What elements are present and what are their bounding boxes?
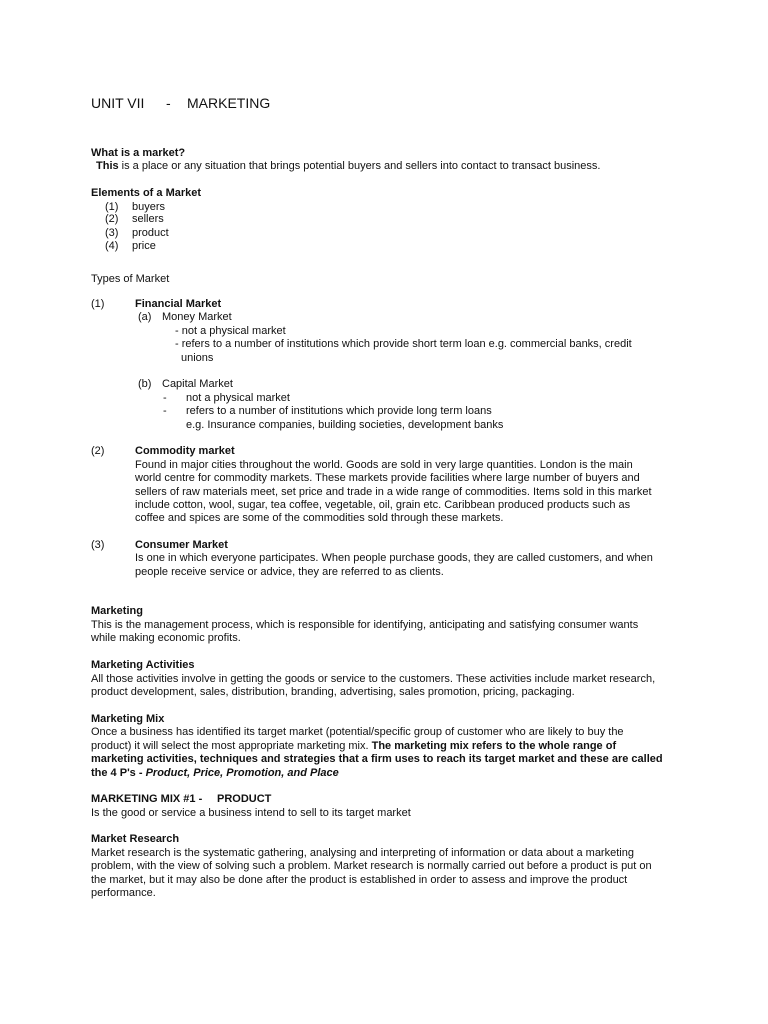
marketing-heading: Marketing [91, 605, 143, 617]
marketing-line: while making economic profits. [91, 632, 241, 644]
element-text: buyers [132, 201, 166, 213]
commodity-line: include cotton, wool, sugar, tea coffee, vegetable, oil, grain etc. Caribbean produced products such as [135, 499, 631, 511]
capital-point: not a physical market [186, 392, 290, 404]
research-line: Market research is the systematic gathering, analysing and interpreting of information or data about a marketing [91, 847, 634, 859]
element-num: (3) [105, 227, 119, 239]
money-name: Money Market [162, 311, 232, 323]
activities-line: product development, sales, distribution, branding, advertising, sales promotion, pricing, packaging. [91, 686, 575, 698]
element-num: (4) [105, 240, 119, 252]
commodity-heading: Commodity market [135, 445, 235, 457]
element-text: price [132, 240, 156, 252]
consumer-line: people receive service or advice, they are referred to as clients. [135, 566, 444, 578]
activities-heading: Marketing Activities [91, 659, 195, 671]
research-line: problem, with the view of solving such a problem. Market research is normally carried out before a product is put on [91, 860, 652, 872]
financial-heading: Financial Market [135, 298, 222, 310]
market-def-text [96, 160, 600, 173]
mix-line [91, 740, 616, 753]
element-num: (2) [105, 213, 119, 225]
mix-line: Once a business has identified its target market (potential/specific group of customer who are likely to buy the [91, 726, 624, 738]
capital-letter: (b) [138, 378, 152, 390]
market-def-body: is a place or any situation that brings potential buyers and sellers into contact to transact business. [118, 160, 601, 172]
commodity-line: coffee and spices are some of the commodities sold through these markets. [135, 512, 504, 524]
capital-dash: - [163, 392, 167, 404]
mix1-heading-a: MARKETING MIX #1 - [91, 793, 203, 805]
consumer-num: (3) [91, 539, 105, 551]
market-def-lead: This [96, 160, 119, 172]
capital-name: Capital Market [162, 378, 233, 390]
market-def-heading: What is a market? [91, 147, 186, 159]
consumer-heading: Consumer Market [135, 539, 228, 551]
mix-heading: Marketing Mix [91, 713, 165, 725]
elements-heading: Elements of a Market [91, 187, 202, 199]
element-text: sellers [132, 213, 164, 225]
mix-four-ps: Product, Price, Promotion, and Place [145, 767, 339, 779]
element-text: product [132, 227, 169, 239]
mix-line [91, 767, 339, 780]
marketing-line: This is the management process, which is responsible for identifying, anticipating and satisfying consumer wants [91, 619, 639, 631]
unit-subject: MARKETING [187, 95, 271, 111]
money-point: - not a physical market [175, 325, 286, 337]
commodity-num: (2) [91, 445, 105, 457]
financial-num: (1) [91, 298, 105, 310]
capital-dash: - [163, 405, 167, 417]
consumer-line: Is one in which everyone participates. When people purchase goods, they are called customers, and when [135, 552, 653, 564]
money-point: unions [181, 352, 214, 364]
mix-line4-bold: the 4 P's - [91, 767, 146, 779]
unit-dash: - [166, 95, 171, 111]
research-line: performance. [91, 887, 156, 899]
capital-point: e.g. Insurance companies, building societies, development banks [186, 419, 504, 431]
unit-label: UNIT VII [91, 95, 145, 111]
money-letter: (a) [138, 311, 152, 323]
mix-line2-plain: product) it will select the most appropriate marketing mix. [91, 740, 372, 752]
mix-line: marketing activities, techniques and strategies that a firm uses to reach its target market and these are called [91, 753, 663, 765]
commodity-line: sellers of raw materials meet, set price and trade in a wide range of commodities. Items sold in this market [135, 486, 652, 498]
mix1-heading-b: PRODUCT [217, 793, 272, 805]
research-heading: Market Research [91, 833, 180, 845]
mix1-text: Is the good or service a business intend to sell to its target market [91, 807, 411, 819]
commodity-line: Found in major cities throughout the world. Goods are sold in very large quantities. London is the main [135, 459, 633, 471]
research-line: the market, but it may also be done after the product is established in order to assess and improve the product [91, 874, 628, 886]
activities-line: All those activities involve in getting the goods or service to the customers. These activities include market research, [91, 673, 656, 685]
mix-line2-bold: The marketing mix refers to the whole range of [371, 740, 617, 752]
capital-point: refers to a number of institutions which provide long term loans [186, 405, 492, 417]
commodity-line: world centre for commodity markets. These markets provide facilities where large number of buyers and [135, 472, 640, 484]
types-heading: Types of Market [91, 273, 170, 285]
money-point: - refers to a number of institutions which provide short term loan e.g. commercial banks, credit [175, 338, 632, 350]
element-num: (1) [105, 201, 119, 213]
